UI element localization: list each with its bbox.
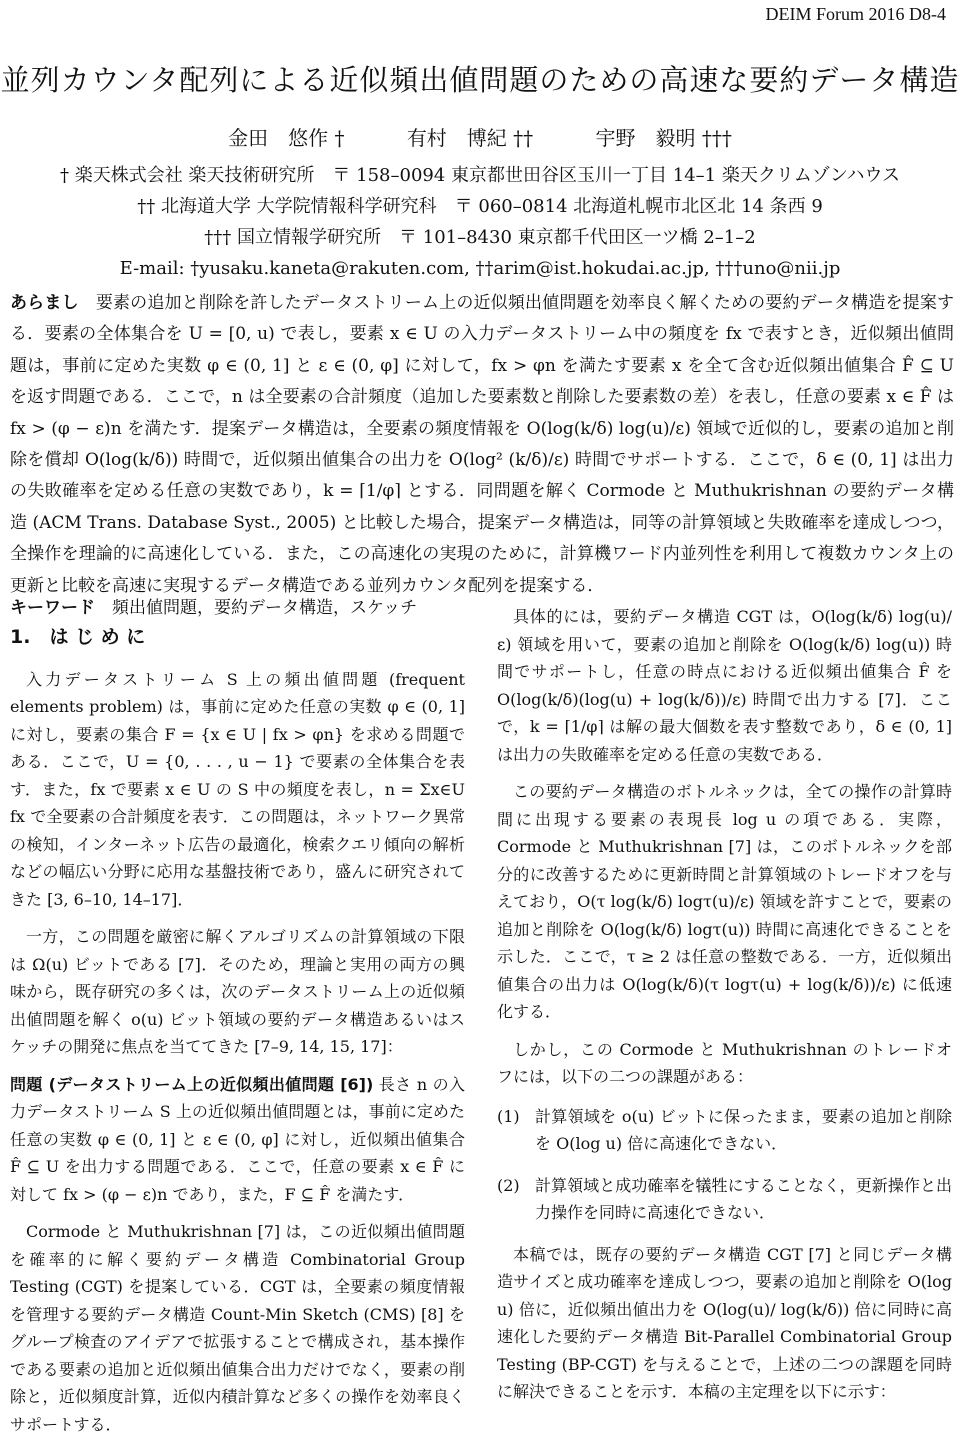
- problem-text: 長さ n の入力データストリーム S 上の近似頻出値問題とは，事前に定めた任意の実数 φ ∈ (0, 1] と ε ∈ (0, φ] に対し，近似頻出値集合 F̂ ⊆ U を出力する問題である．ここで，任意の要素 x ∈ F̂ に対して fx > (φ − ε)n であり，また，F ⊆ F̂ を満たす．: [10, 1074, 465, 1204]
- issue-list: [497, 1103, 952, 1227]
- keywords-label: キーワード: [10, 598, 95, 618]
- author-2: 有村 博紀 ††: [406, 126, 534, 150]
- left-paragraph: Cormode と Muthukrishnan [7] は，この近似頻出値問題を確率的に解く要約データ構造 Combinatorial Group Testing (CGT) を提案している．CGT は，全要素の頻度情報を管理する要約データ構造 Count-Min Sketch (CMS) [8] をグループ検査のアイデアで拡張することで構成され，基本操作である要素の追加と近似頻出値集合出力だけでなく，要素の削除と，近似頻度計算，近似内積計算など多くの操作を効率良くサポートする．: [10, 1222, 465, 1434]
- problem-definition: [10, 1071, 465, 1209]
- list-item: [497, 1103, 952, 1158]
- affiliation-2: †† 北海道大学 大学院情報科学研究科 〒 060–0814 北海道札幌市北区北 14 条西 9: [137, 196, 823, 217]
- left-paragraph: 入力データストリーム S 上の頻出値問題 (frequent elements problem) は，事前に定めた任意の実数 φ ∈ (0, 1] に対し，要素の集合 F = {x ∈ U | fx > φn} を求める問題である．ここで，U = {0, . . . , u − 1} で要素の全体集合を表す．また，fx で要素 x ∈ U の S 中の頻度を表し，n = Σx∈U fx で全要素の合計頻度を表す．この問題は，ネットワーク異常の検知，インターネット広告の最適化，検索クエリ傾向の解析などの幅広い分野に応用な基盤技術であり，盛んに研究されてきた [3, 6–10, 14–17]．: [10, 669, 465, 909]
- left-column: [10, 622, 465, 1448]
- authors: [0, 122, 960, 151]
- issue-text: 計算領域を o(u) ビットに保ったまま，要素の追加と削除を O(log u) 倍に高速化できない．: [535, 1106, 952, 1153]
- issue-text: 計算領域と成功確率を犠牲にすることなく，更新操作と出力操作を同時に高速化できない．: [535, 1175, 952, 1222]
- section-heading: 1. は じ め に: [10, 626, 146, 648]
- abstract-label: あらまし: [10, 293, 79, 313]
- email-line: E-mail: †yusaku.kaneta@rakuten.com, ††arim@ist.hokudai.ac.jp, †††uno@nii.jp: [119, 258, 841, 279]
- author-3: 宇野 毅明 †††: [595, 126, 732, 150]
- keywords: [10, 593, 417, 618]
- right-column: [497, 603, 952, 1416]
- paper-title: 並列カウンタ配列による近似頻出値問題のための高速な要約データ構造: [0, 63, 960, 97]
- left-paragraph: 一方，この問題を厳密に解くアルゴリズムの計算領域の下限は Ω(u) ビットである [7]．そのため，理論と実用の両方の興味から，既存研究の多くは，次のデータストリーム上の近似頻出値問題を解く o(u) ビット領域の要約データ構造あるいはスケッチの開発に焦点を当ててきた [7–9, 14, 15, 17]：: [10, 927, 465, 1056]
- author-1: 金田 悠作 †: [228, 126, 345, 150]
- right-paragraph: 本稿では，既存の要約データ構造 CGT [7] と同じデータ構造サイズと成功確率を達成しつつ，要素の追加と削除を O(log u) 倍に，近似頻出値出力を O(log(u)/ log(k/δ)) 倍に同時に高速化した要約データ構造 Bit-Parallel Combinatorial Group Testing (BP-CGT) を与えることで，上述の二つの課題を同時に解決できることを示す．本稿の主定理を以下に示す：: [497, 1244, 952, 1401]
- problem-label: 問題 (データストリーム上の近似頻出値問題 [6]): [10, 1074, 374, 1094]
- abstract-text: 要素の追加と削除を許したデータストリーム上の近似頻出値問題を効率良く解くための要約データ構造を提案する．要素の全体集合を U = [0, u) で表し，要素 x ∈ U の入力データストリーム中の頻度を fx で表すとき，近似頻出値問題は，事前に定めた実数 φ ∈ (0, 1] と ε ∈ (0, φ] に対して，fx > φn を満たす要素 x を全て含む近似頻出値集合 F̂ ⊆ U を返す問題である．ここで，n は全要素の合計頻度（追加した要素数と削除した要素数の差）を表し，任意の要素 x ∈ F̂ は fx > (φ − ε)n を満たす．提案データ構造は，全要素の頻度情報を O(log(k/δ) log(u)/ε) 領域で近似的し，要素の追加と削除を償却 O(log(k/δ)) 時間で，近似頻出値集合の出力を O(log² (k/δ)/ε) 時間でサポートする．ここで，δ ∈ (0, 1] は出力の失敗確率を定める任意の実数であり，k = ⌈1/φ⌉ とする．同問題を解く Cormode と Muthukrishnan の要約データ構造 (ACM Trans. Database Syst., 2005) と比較した場合，提案データ構造は，同等の計算領域と失敗確率を達成しつつ，全操作を理論的に高速化している．また，この高速化の実現のために，計算機ワード内並列性を利用して複数カウンタ上の更新と比較を高速に実現するデータ構造である並列カウンタ配列を提案する．: [10, 293, 955, 596]
- right-paragraph: しかし，この Cormode と Muthukrishnan のトレードオフには，以下の二つの課題がある：: [497, 1039, 952, 1086]
- abstract: [10, 288, 954, 602]
- list-item: [497, 1172, 952, 1227]
- keywords-text: 頻出値問題，要約データ構造，スケッチ: [112, 598, 418, 618]
- forum-label: DEIM Forum 2016 D8-4: [765, 4, 946, 24]
- right-paragraph: 具体的には，要約データ構造 CGT は，O(log(k/δ) log(u)/ε) 領域を用いて，要素の追加と削除を O(log(k/δ) log(u)) 時間でサポートし，任意の時点における近似頻出値集合 F̂ を O(log(k/δ)(log(u) + log(k/δ))/ε) 時間で出力する [7]．ここで，k = ⌈1/φ⌉ は解の最大個数を表す整数であり，δ ∈ (0, 1] は出力の失敗確率を定める任意の実数である．: [497, 607, 952, 764]
- affiliation-3: ††† 国立情報学研究所 〒 101–8430 東京都千代田区一ツ橋 2–1–2: [204, 227, 756, 248]
- right-paragraph: この要約データ構造のボトルネックは，全ての操作の計算時間に出現する要素の表現長 log u の項である．実際，Cormode と Muthukrishnan [7] は，このボトルネックを部分的に改善するために更新時間と計算領域のトレードオフを与えており，O(τ log(k/δ) logτ(u)/ε) 領域を許すことで，要素の追加と削除を O(log(k/δ) logτ(u)) 時間に高速化できることを示した．ここで，τ ≥ 2 は任意の整数である．一方，近似頻出値集合の出力は O(log(k/δ)(τ logτ(u) + log(k/δ))/ε) に低速化する．: [497, 782, 952, 1021]
- affiliation-1: † 楽天株式会社 楽天技術研究所 〒 158–0094 東京都世田谷区玉川一丁目 14–1 楽天クリムゾンハウス: [59, 165, 901, 186]
- issue-number: (2): [497, 1175, 520, 1195]
- issue-number: (1): [497, 1106, 520, 1126]
